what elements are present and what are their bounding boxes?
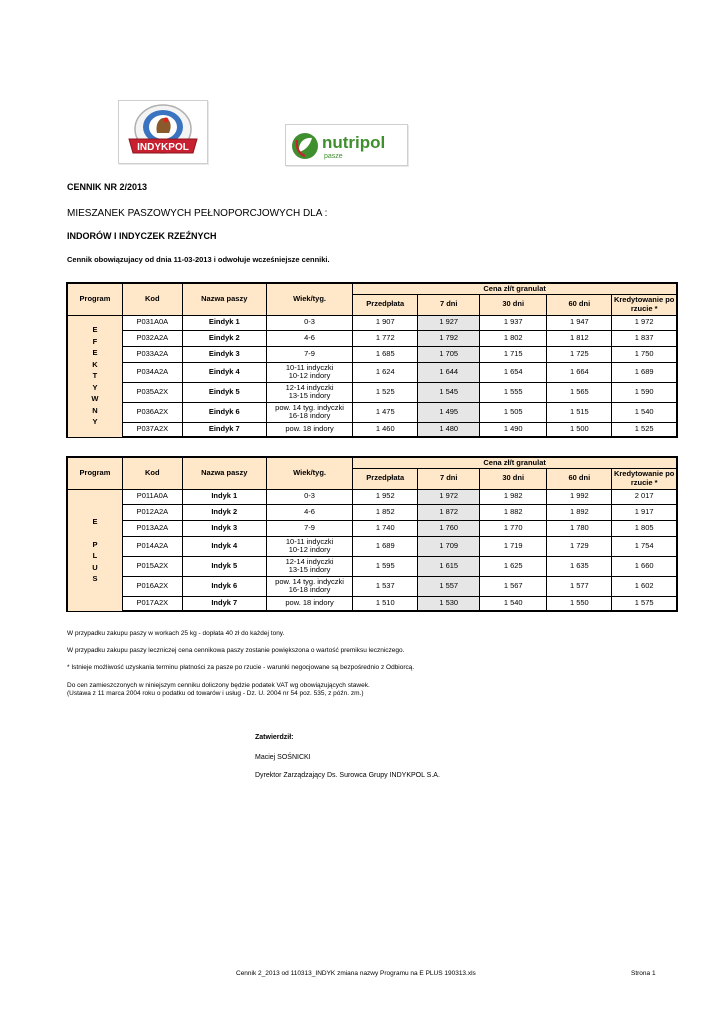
cell-60dni: 1 550 bbox=[547, 596, 612, 611]
cell-30dni: 1 882 bbox=[480, 504, 547, 520]
cell-wiek bbox=[266, 504, 352, 520]
cell-kod: P016A2X bbox=[122, 576, 182, 596]
program-letter: T bbox=[92, 371, 98, 381]
cell-nazwa: Indyk 7 bbox=[182, 596, 266, 611]
program-letter: Y bbox=[92, 417, 98, 427]
cell-kredyt: 1 602 bbox=[612, 576, 677, 596]
cell-kod: P034A2A bbox=[122, 362, 182, 382]
table-row bbox=[67, 362, 677, 382]
cell-przedplata: 1 772 bbox=[353, 330, 418, 346]
col-header-wiek: Wiek/tyg. bbox=[266, 457, 352, 489]
wiek-line2: 16-18 indory bbox=[288, 585, 331, 594]
cell-wiek bbox=[266, 346, 352, 362]
program-cell-eplus bbox=[67, 489, 122, 611]
cell-wiek bbox=[266, 362, 352, 382]
cell-wiek bbox=[266, 382, 352, 402]
cell-kod: P035A2X bbox=[122, 382, 182, 402]
note-payment-terms: * Istnieje możliwość uzyskania terminu płatności za pasze po rzucie - warunki negocjowane są bezpośrednio z Odbiorcą. bbox=[67, 664, 415, 671]
program-letter: N bbox=[92, 405, 98, 415]
cell-7dni: 1 495 bbox=[418, 402, 480, 422]
wiek-line1: 12-14 indyczki bbox=[285, 382, 334, 392]
cell-przedplata: 1 460 bbox=[353, 422, 418, 437]
program-cell-efektywny bbox=[67, 315, 122, 437]
note-vat: Do cen zamieszczonych w niniejszym cenniku doliczony będzie podatek VAT wg obowiązujących stawek. bbox=[67, 682, 370, 689]
program-letter: L bbox=[92, 551, 98, 560]
wiek-line1: 0-3 bbox=[304, 317, 315, 327]
program-letter: Y bbox=[92, 382, 98, 392]
cell-30dni: 1 654 bbox=[480, 362, 547, 382]
col-header-program: Program bbox=[67, 283, 122, 315]
cell-7dni: 1 557 bbox=[418, 576, 480, 596]
approved-label: Zatwierdził: bbox=[255, 734, 294, 741]
cell-kredyt: 1 590 bbox=[612, 382, 677, 402]
program-letter: U bbox=[92, 562, 98, 572]
col-header-cena: Cena zł/t granulat bbox=[353, 283, 677, 294]
wiek-line1: 10-11 indyczki bbox=[285, 536, 334, 546]
cell-kredyt: 1 972 bbox=[612, 315, 677, 330]
program-letter: E bbox=[92, 325, 98, 335]
wiek-line2: 13-15 indory bbox=[288, 565, 331, 574]
wiek-line2: 16-18 indory bbox=[288, 411, 331, 420]
cell-kod: P037A2X bbox=[122, 422, 182, 437]
table-row bbox=[67, 422, 677, 437]
col-header-30dni: 30 dni bbox=[480, 468, 547, 489]
wiek-line1: pow. 18 indory bbox=[285, 598, 334, 607]
table-row bbox=[67, 402, 677, 422]
cell-60dni: 1 992 bbox=[547, 489, 612, 504]
cell-kod: P032A2A bbox=[122, 330, 182, 346]
wiek-line1: pow. 14 tyg. indyczki bbox=[275, 576, 344, 586]
cell-kredyt: 1 754 bbox=[612, 536, 677, 556]
program-letter: E bbox=[92, 516, 98, 526]
program-letter: P bbox=[92, 539, 98, 549]
cell-7dni: 1 705 bbox=[418, 346, 480, 362]
cell-30dni: 1 505 bbox=[480, 402, 547, 422]
col-header-7dni: 7 dni bbox=[418, 294, 480, 315]
cell-kredyt: 1 660 bbox=[612, 556, 677, 576]
col-header-kredytowanie bbox=[612, 294, 677, 315]
cell-kredyt: 1 575 bbox=[612, 596, 677, 611]
cell-nazwa: Eindyk 5 bbox=[182, 382, 266, 402]
cell-kredyt: 1 750 bbox=[612, 346, 677, 362]
wiek-line1: 7-9 bbox=[304, 522, 315, 532]
cell-nazwa: Indyk 4 bbox=[182, 536, 266, 556]
cell-kredyt: 1 689 bbox=[612, 362, 677, 382]
cell-kredyt: 1 837 bbox=[612, 330, 677, 346]
cell-przedplata: 1 475 bbox=[353, 402, 418, 422]
cell-7dni: 1 872 bbox=[418, 504, 480, 520]
col-header-program: Program bbox=[67, 457, 122, 489]
indykpol-logo-frame bbox=[118, 100, 208, 164]
table-row bbox=[67, 536, 677, 556]
program-letter: S bbox=[92, 574, 98, 583]
cell-przedplata: 1 740 bbox=[353, 520, 418, 536]
price-list-validity: Cennik obowiązujacy od dnia 11-03-2013 i odwołuje wcześniejsze cenniki. bbox=[67, 255, 330, 264]
cell-nazwa: Indyk 2 bbox=[182, 504, 266, 520]
cell-7dni: 1 972 bbox=[418, 489, 480, 504]
cell-30dni: 1 937 bbox=[480, 315, 547, 330]
table-row bbox=[67, 556, 677, 576]
price-list-subtitle: MIESZANEK PASZOWYCH PEŁNOPORCJOWYCH DLA : bbox=[67, 208, 328, 219]
footer-page-number: Strona 1 bbox=[631, 970, 656, 977]
cell-60dni: 1 577 bbox=[547, 576, 612, 596]
col-header-30dni: 30 dni bbox=[480, 294, 547, 315]
cell-przedplata: 1 525 bbox=[353, 382, 418, 402]
cell-7dni: 1 530 bbox=[418, 596, 480, 611]
col-header-cena: Cena zł/t granulat bbox=[353, 457, 677, 468]
wiek-line2: 13-15 indory bbox=[288, 391, 331, 400]
cell-30dni: 1 982 bbox=[480, 489, 547, 504]
col-header-kod: Kod bbox=[122, 457, 182, 489]
cell-wiek bbox=[266, 536, 352, 556]
program-letter: W bbox=[91, 394, 99, 404]
table-row bbox=[67, 520, 677, 536]
cell-wiek bbox=[266, 402, 352, 422]
cell-wiek bbox=[266, 596, 352, 611]
cell-nazwa: Indyk 1 bbox=[182, 489, 266, 504]
wiek-line1: pow. 18 indory bbox=[285, 424, 334, 433]
approver-name: Maciej SOŚNICKI bbox=[255, 754, 311, 761]
cell-60dni: 1 515 bbox=[547, 402, 612, 422]
price-list-category: INDORÓW I INDYCZEK RZEŹNYCH bbox=[67, 231, 217, 241]
cell-przedplata: 1 907 bbox=[353, 315, 418, 330]
table-row bbox=[67, 346, 677, 362]
cell-wiek bbox=[266, 489, 352, 504]
cell-wiek bbox=[266, 576, 352, 596]
cell-kod: P017A2X bbox=[122, 596, 182, 611]
cell-kod: P036A2X bbox=[122, 402, 182, 422]
cell-kod: P013A2A bbox=[122, 520, 182, 536]
nutripol-logo-text: nutripol bbox=[322, 133, 386, 152]
cell-kod: P012A2A bbox=[122, 504, 182, 520]
footer-filename: Cennik 2_2013 od 110313_INDYK zmiana nazwy Programu na E PLUS 190313.xls bbox=[236, 970, 476, 977]
cell-30dni: 1 555 bbox=[480, 382, 547, 402]
cell-60dni: 1 729 bbox=[547, 536, 612, 556]
wiek-line1: pow. 14 tyg. indyczki bbox=[275, 402, 344, 412]
cell-przedplata: 1 537 bbox=[353, 576, 418, 596]
col-header-nazwa: Nazwa paszy bbox=[182, 283, 266, 315]
cell-nazwa: Indyk 3 bbox=[182, 520, 266, 536]
cell-7dni: 1 792 bbox=[418, 330, 480, 346]
cell-kredyt: 1 540 bbox=[612, 402, 677, 422]
wiek-line1: 7-9 bbox=[304, 348, 315, 358]
cell-30dni: 1 567 bbox=[480, 576, 547, 596]
cell-60dni: 1 664 bbox=[547, 362, 612, 382]
cell-nazwa: Eindyk 3 bbox=[182, 346, 266, 362]
cell-nazwa: Indyk 6 bbox=[182, 576, 266, 596]
nutripol-logo bbox=[286, 125, 407, 165]
table-row bbox=[67, 504, 677, 520]
cell-60dni: 1 565 bbox=[547, 382, 612, 402]
wiek-line1: 10-11 indyczki bbox=[285, 362, 334, 372]
nutripol-logo-frame bbox=[285, 124, 408, 166]
col-header-wiek: Wiek/tyg. bbox=[266, 283, 352, 315]
wiek-line1: 4-6 bbox=[304, 332, 315, 342]
cell-30dni: 1 625 bbox=[480, 556, 547, 576]
cell-wiek bbox=[266, 422, 352, 437]
note-medicated: W przypadku zakupu paszy leczniczej cena cennikowa paszy zostanie powiększona o wartość premiksu leczniczego. bbox=[67, 647, 405, 654]
table-row bbox=[67, 315, 677, 330]
cell-kredyt: 1 805 bbox=[612, 520, 677, 536]
wiek-line2: 10-12 indory bbox=[288, 545, 331, 554]
cell-przedplata: 1 685 bbox=[353, 346, 418, 362]
note-vat-law: (Ustawa z 11 marca 2004 roku o podatku od towarów i usług - Dz. U. 2004 nr 54 poz. 535, z późn. zm.) bbox=[67, 690, 364, 697]
cell-nazwa: Eindyk 7 bbox=[182, 422, 266, 437]
kredyt-line2: rzucie * bbox=[630, 477, 658, 487]
cell-30dni: 1 719 bbox=[480, 536, 547, 556]
cell-wiek bbox=[266, 556, 352, 576]
cell-7dni: 1 927 bbox=[418, 315, 480, 330]
wiek-line1: 12-14 indyczki bbox=[285, 556, 334, 566]
cell-30dni: 1 770 bbox=[480, 520, 547, 536]
kredyt-line1: Kredytowanie po bbox=[613, 295, 675, 304]
wiek-line1: 0-3 bbox=[304, 491, 315, 501]
cell-kredyt: 1 917 bbox=[612, 504, 677, 520]
cell-30dni: 1 490 bbox=[480, 422, 547, 437]
cell-60dni: 1 947 bbox=[547, 315, 612, 330]
cell-60dni: 1 812 bbox=[547, 330, 612, 346]
wiek-line2: 10-12 indory bbox=[288, 371, 331, 380]
cell-7dni: 1 545 bbox=[418, 382, 480, 402]
col-header-nazwa: Nazwa paszy bbox=[182, 457, 266, 489]
note-bags: W przypadku zakupu paszy w workach 25 kg - dopłata 40 zł do każdej tony. bbox=[67, 630, 285, 637]
cell-7dni: 1 760 bbox=[418, 520, 480, 536]
price-table-eplus bbox=[66, 456, 678, 612]
table-row bbox=[67, 489, 677, 504]
wiek-line1: 4-6 bbox=[304, 506, 315, 516]
cell-kod: P033A2A bbox=[122, 346, 182, 362]
kredyt-line1: Kredytowanie po bbox=[613, 469, 675, 478]
cell-nazwa: Eindyk 1 bbox=[182, 315, 266, 330]
price-table-efektywny bbox=[66, 282, 678, 438]
cell-przedplata: 1 624 bbox=[353, 362, 418, 382]
cell-30dni: 1 540 bbox=[480, 596, 547, 611]
approver-role: Dyrektor Zarządzający Ds. Surowca Grupy INDYKPOL S.A. bbox=[255, 772, 440, 779]
cell-60dni: 1 892 bbox=[547, 504, 612, 520]
table-row bbox=[67, 382, 677, 402]
indykpol-logo bbox=[119, 101, 207, 163]
cell-kredyt: 2 017 bbox=[612, 489, 677, 504]
cell-60dni: 1 725 bbox=[547, 346, 612, 362]
table-row bbox=[67, 330, 677, 346]
cell-przedplata: 1 952 bbox=[353, 489, 418, 504]
cell-kod: P015A2X bbox=[122, 556, 182, 576]
col-header-7dni: 7 dni bbox=[418, 468, 480, 489]
col-header-kod: Kod bbox=[122, 283, 182, 315]
cell-nazwa: Eindyk 4 bbox=[182, 362, 266, 382]
col-header-przedplata: Przedpłata bbox=[353, 294, 418, 315]
cell-7dni: 1 615 bbox=[418, 556, 480, 576]
cell-60dni: 1 780 bbox=[547, 520, 612, 536]
cell-wiek bbox=[266, 330, 352, 346]
program-letter: K bbox=[92, 359, 98, 369]
cell-nazwa: Eindyk 2 bbox=[182, 330, 266, 346]
price-list-title: CENNIK NR 2/2013 bbox=[67, 182, 148, 192]
cell-przedplata: 1 852 bbox=[353, 504, 418, 520]
cell-wiek bbox=[266, 520, 352, 536]
cell-kod: P011A0A bbox=[122, 489, 182, 504]
program-letter: F bbox=[92, 336, 98, 346]
col-header-kredytowanie bbox=[612, 468, 677, 489]
cell-kod: P014A2A bbox=[122, 536, 182, 556]
col-header-przedplata: Przedpłata bbox=[353, 468, 418, 489]
cell-7dni: 1 709 bbox=[418, 536, 480, 556]
cell-przedplata: 1 595 bbox=[353, 556, 418, 576]
cell-przedplata: 1 510 bbox=[353, 596, 418, 611]
col-header-60dni: 60 dni bbox=[547, 294, 612, 315]
cell-kod: P031A0A bbox=[122, 315, 182, 330]
cell-kredyt: 1 525 bbox=[612, 422, 677, 437]
cell-nazwa: Indyk 5 bbox=[182, 556, 266, 576]
table-row bbox=[67, 596, 677, 611]
cell-wiek bbox=[266, 315, 352, 330]
table-row bbox=[67, 576, 677, 596]
program-letter: E bbox=[92, 348, 98, 358]
cell-7dni: 1 644 bbox=[418, 362, 480, 382]
col-header-60dni: 60 dni bbox=[547, 468, 612, 489]
cell-30dni: 1 802 bbox=[480, 330, 547, 346]
cell-60dni: 1 500 bbox=[547, 422, 612, 437]
kredyt-line2: rzucie * bbox=[630, 303, 658, 313]
cell-nazwa: Eindyk 6 bbox=[182, 402, 266, 422]
cell-przedplata: 1 689 bbox=[353, 536, 418, 556]
cell-60dni: 1 635 bbox=[547, 556, 612, 576]
nutripol-logo-subtext: pasze bbox=[324, 153, 343, 160]
cell-30dni: 1 715 bbox=[480, 346, 547, 362]
indykpol-logo-text: INDYKPOL bbox=[137, 142, 189, 153]
cell-7dni: 1 480 bbox=[418, 422, 480, 437]
